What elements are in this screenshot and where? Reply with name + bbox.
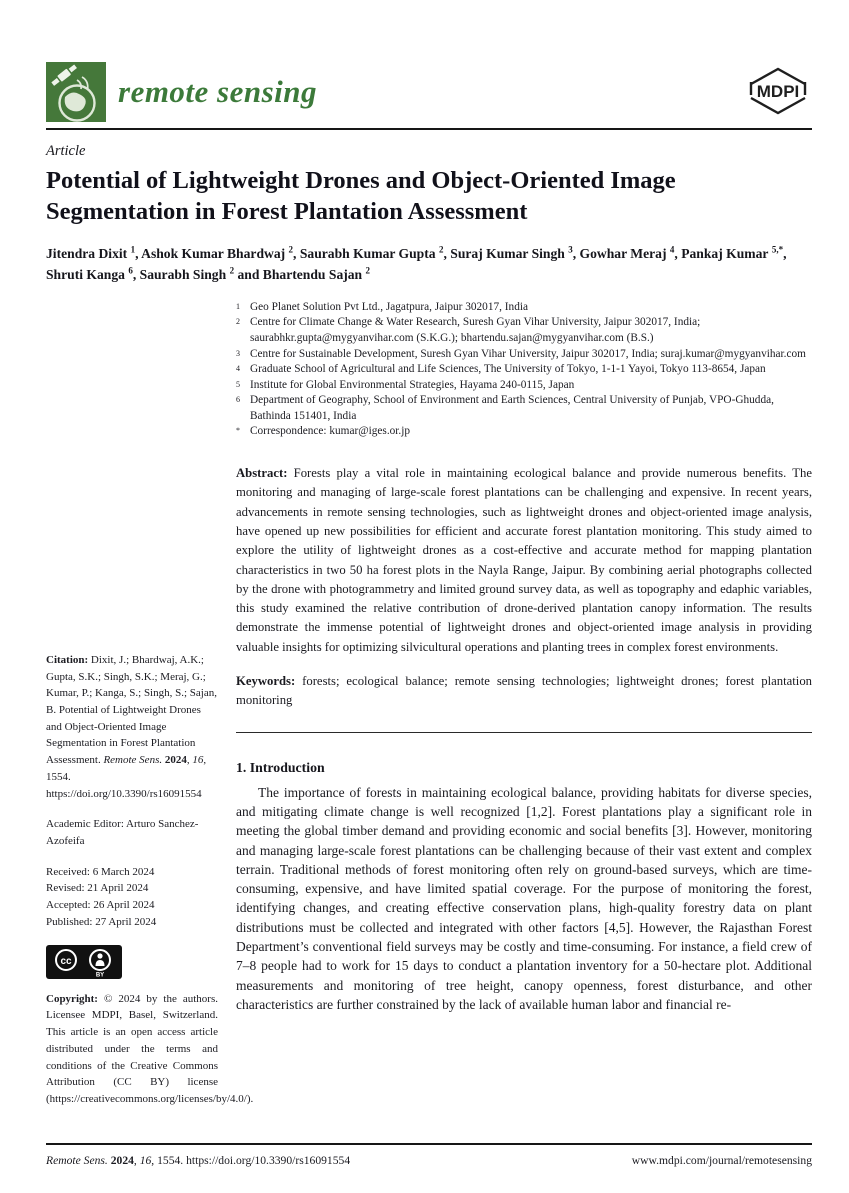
affiliation-list: [236, 300, 812, 440]
body-paragraph: The importance of forests in maintaining ecological balance, providing habitats for diverse species, and mitigating climate change is well recognized [1,2]. Forest plantations play a significant role in meeting the global timber demand and providing economic and social benefits [3]. However, monitoring and managing large-scale forest plantations can be challenging because of their vast extent and complex terrain. Traditional methods of forest monitoring often rely on ground-based surveys, which are time-consuming, expensive, and have limited spatial coverage. For the purpose of monitoring the forest, identifying changes, and creating effective conservation plans, high-quality forestry data on plant distributions must be collected and integrated with other factors [4,5]. However, the Rajasthan Forest Department’s conventional field surveys may be costly and time-consuming. For instance, a field crew of 7–8 people had to work for 15 days to conduct a plantation inventory for a 50-hectare plot. Additional measurements and monitoring of tree height, canopy openness, forest disturbance, and other characteristics are further constrained by the lack of available human labor and financial re-: [236, 784, 812, 1012]
author-name: Saurabh Singh $^2$: [139, 265, 235, 282]
author-name: Bhartendu Sajan $^2$: [262, 265, 371, 282]
text-run: Remote Sens.: [103, 754, 165, 767]
affiliation-marker: 4: [236, 364, 240, 374]
left-sidebar: [46, 300, 254, 1108]
author-list: Jitendra Dixit $^1$, Ashok Kumar Bhardwaj $^2$, Saurabh Kumar Gupta $^2$, Suraj Kumar Singh $^3$, Gowhar Meraj $^4$, Pankaj Kumar $^{5,*}$, Shruti Kanga $^6$, Saurabh Singh $^2$ and Bhartendu Sajan $^2$: [46, 244, 787, 282]
text-run: 16: [192, 754, 204, 767]
copyright-text: © 2024 by the authors. Licensee MDPI, Basel, Switzerland. This article is an open access article distributed under the terms and conditions of the Creative Commons Attribution (CC BY) license (https://creativecommons.org/licenses/by/4.0/).: [46, 992, 254, 1105]
footer-citation: [46, 1154, 350, 1167]
affiliation-text: Centre for Sustainable Development, Suresh Gyan Vihar University, Jaipur 302017, India; suraj.kumar@mygyanvihar.com: [250, 347, 806, 360]
text-run: , 1554.: [46, 754, 207, 783]
text-run: 2024: [110, 1154, 134, 1167]
page-header: [46, 62, 812, 122]
header-divider: [46, 128, 812, 130]
affiliation-marker: *: [236, 426, 240, 436]
citation-text: [46, 654, 217, 800]
doi-link[interactable]: https://doi.org/10.3390/rs16091554: [46, 787, 202, 800]
article-type-label: Article: [46, 143, 86, 159]
doi-link[interactable]: https://doi.org/10.3390/rs16091554: [186, 1154, 351, 1167]
citation-label: Citation:: [46, 653, 91, 666]
text-run: 2024: [164, 754, 187, 767]
text-run: ,: [133, 1154, 140, 1167]
author-name: Ashok Kumar Bhardwaj $^2$: [141, 244, 294, 261]
date-line: Received: 6 March 2024: [46, 865, 155, 878]
copyright-label: Copyright:: [46, 992, 104, 1005]
affiliation-text: Graduate School of Agricultural and Life Sciences, The University of Tokyo, 1-1-1 Yayoi, Tokyo 113-8654, Japan: [250, 363, 766, 376]
abstract-label: Abstract:: [236, 466, 294, 481]
affiliation-text: Institute for Global Environmental Strategies, Hayama 240-0115, Japan: [250, 378, 575, 391]
keywords-label: Keywords:: [236, 674, 303, 689]
abstract-body-divider: [236, 732, 812, 733]
date-line: Accepted: 26 April 2024: [46, 899, 155, 912]
keywords-text: forests; ecological balance; remote sensing technologies; lightweight drones; forest plantation monitoring: [236, 674, 813, 708]
affiliation-row: [236, 393, 812, 424]
svg-text:BY: BY: [95, 972, 105, 979]
date-line: Revised: 21 April 2024: [46, 882, 149, 895]
author-name: Jitendra Dixit $^1$: [46, 244, 136, 261]
page-footer: [46, 1143, 812, 1167]
dates-list: [46, 864, 218, 931]
text-run: ,: [186, 754, 193, 767]
author-name: Shruti Kanga $^6$: [46, 265, 133, 282]
svg-text:MDPI: MDPI: [756, 82, 800, 101]
abstract: [236, 464, 812, 657]
affiliation-text: Department of Geography, School of Environment and Earth Sciences, Central University of Punjab, VPO-Ghudda, Bathinda 151401, India: [250, 394, 774, 422]
affiliation-row: [236, 362, 812, 378]
article-body: [236, 760, 812, 1015]
text-run: , 1554.: [151, 1154, 187, 1167]
mdpi-logo-icon: [744, 62, 812, 122]
journal-name: remote sensing: [118, 74, 318, 109]
text-run: Dixit, J.; Bhardwaj, A.K.; Gupta, S.K.; Singh, S.K.; Meraj, G.; Kumar, P.; Kanga, S.; Singh, S.; Sajan, B. Potential of Lightweight Drones and Object-Oriented Image Segmentation in Forest Plantation Assessment.: [46, 653, 217, 767]
two-column-zone: [46, 300, 812, 1108]
affiliation-row: [236, 378, 812, 394]
affiliation-marker: 6: [236, 395, 240, 405]
keywords: [236, 672, 812, 711]
text-run: Remote Sens.: [46, 1154, 111, 1167]
main-column: [236, 300, 812, 1014]
affiliation-marker: 1: [236, 301, 240, 311]
affiliation-row: [236, 424, 812, 440]
section-heading: 1. Introduction: [236, 759, 325, 775]
footer-journal-url[interactable]: www.mdpi.com/journal/remotesensing: [631, 1154, 812, 1167]
author-name: Saurabh Kumar Gupta $^2$: [299, 244, 444, 261]
author-name: Pankaj Kumar $^{5,*}$: [681, 244, 784, 261]
affiliation-row: [236, 300, 812, 316]
article-title: Potential of Lightweight Drones and Object-Oriented Image Segmentation in Forest Plantation Assessment: [46, 167, 676, 226]
affiliation-text: Centre for Climate Change & Water Research, Suresh Gyan Vihar University, Jaipur 302017, India; saurabhkr.gupta@mygyanvihar.com (S.K.G.); bhartendu.sajan@mygyanvihar.com (B.S.): [250, 316, 701, 344]
affiliation-row: [236, 315, 812, 346]
author-name: Gowhar Meraj $^4$: [579, 244, 675, 261]
copyright-block: [46, 991, 254, 1108]
remote-sensing-logo-icon: [46, 62, 106, 122]
affiliation-marker: 5: [236, 379, 240, 389]
cc-by-license-icon: [46, 945, 122, 979]
svg-text:cc: cc: [60, 955, 72, 967]
affiliation-marker: 2: [236, 317, 240, 327]
citation-block: [46, 652, 218, 802]
affiliation-row: [236, 347, 812, 363]
academic-editor: Academic Editor: Arturo Sanchez-Azofeifa: [46, 818, 199, 848]
affiliation-marker: 3: [236, 348, 240, 358]
date-line: Published: 27 April 2024: [46, 915, 157, 928]
affiliation-text: Geo Planet Solution Pvt Ltd., Jagatpura, Jaipur 302017, India: [250, 300, 528, 313]
abstract-text: Forests play a vital role in maintaining ecological balance and provide numerous benefits. The monitoring and managing of large-scale forest plantations can be challenging and expensive. In recent years, advancements in remote sensing technologies, such as lightweight drones and object-oriented image analysis, have opened up new possibilities for efficient and accurate forest plantation monitoring. This study aimed to explore the utility of lightweight drones as a cost-effective and accurate method for mapping plantation characteristics in two 50 ha forest plots in the Nayla Range, Jaipur. By combining aerial photographs collected by the drone with photogrammetry and limited ground survey data, as well as topography and edaphic variables, this study examined the relative contribution of drone-derived plantation canopy information. The results demonstrate the immense potential of lightweight drones and object-oriented image analysis in providing valuable insights for optimizing silvicultural operations and planting trees in complex forest environments.: [236, 466, 812, 654]
author-name: Suraj Kumar Singh $^3$: [450, 244, 573, 261]
affiliation-text: Correspondence: kumar@iges.or.jp: [250, 425, 411, 438]
journal-logo-block: [46, 62, 317, 122]
text-run: 16: [139, 1154, 152, 1167]
